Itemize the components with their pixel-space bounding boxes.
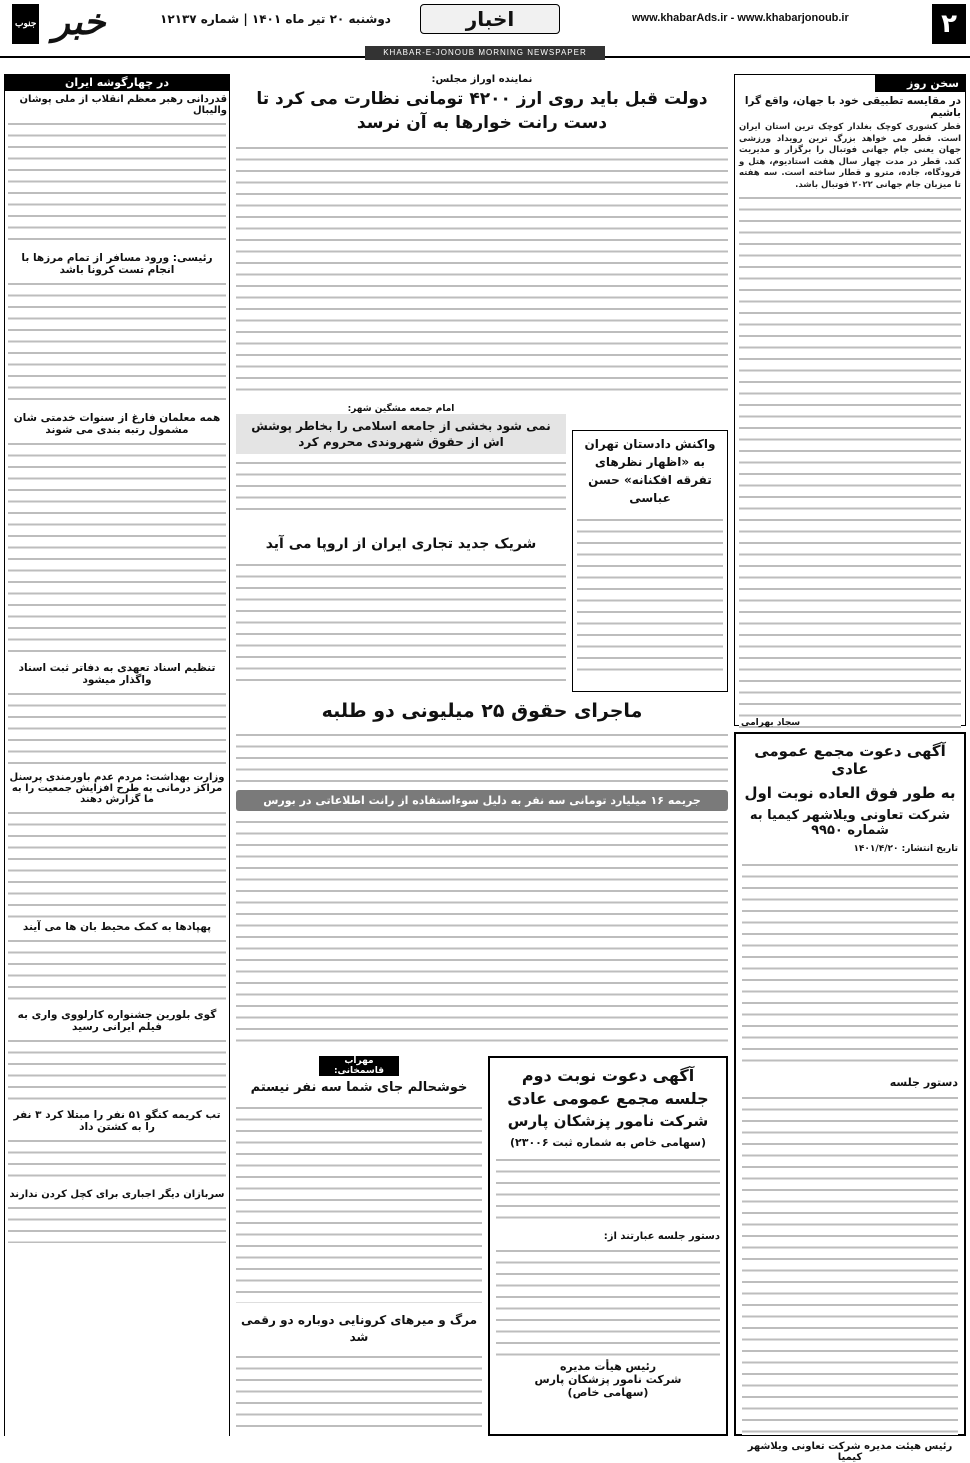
side-h9: سربازان دیگر اجباری برای کچل کردن ندارند: [9, 1189, 225, 1200]
lead-kicker: نماینده اوراز مجلس:: [431, 74, 533, 85]
side-h6: پهپادها به کمک محیط بان ها می آیند: [22, 921, 212, 933]
side-lines-4: [8, 689, 226, 769]
imam-body-lines: [236, 458, 566, 514]
side-h7: گوی بلورین جشنواره کارلووی واری به فیلم ایرانی رسید: [17, 1009, 217, 1033]
partner-story: [236, 532, 566, 692]
section-title: اخبار: [420, 4, 560, 34]
four-corners-column: [4, 74, 230, 1436]
imam-story: [236, 404, 566, 528]
side-h5: وزارت بهداشت: مردم عدم باورمندی پرسنل مراکز درمانی به طرح افزایش جمعیت را به ما گزارش دهند: [9, 772, 225, 805]
ad1-title-2: به طور فوق العاده نوبت اول: [744, 784, 956, 802]
ad2-title-2: جلسه مجمع عمومی عادی: [507, 1089, 709, 1108]
ad-villashahr-kimia: [734, 732, 966, 1463]
ad1-agenda-label: دستور جلسه: [889, 1076, 958, 1089]
four-corners-label: در چهارگوشه ایران: [5, 74, 229, 91]
note-kicker: مهراب قاسمخانی:: [319, 1056, 399, 1076]
side-h4: تنظیم اسناد تعهدی به دفاتر ثبت اسناد واگذار میشود: [18, 662, 216, 686]
side-lines-1: [8, 119, 226, 249]
column-title: در مقایسه تطبیقی خود با جهان، واقع گرا باشیم: [744, 95, 961, 119]
ad2-agenda-label: دستور جلسه عبارتند از:: [603, 1231, 720, 1242]
lead-title: دولت قبل باید روی ارز ۴۲۰۰ تومانی نظارت می کرد تا دست رانت خوارها به آن نرسد: [256, 89, 708, 133]
ad2-footer-3: (سهامی خاص): [567, 1386, 649, 1399]
ad1-title-3: شرکت تعاونی ویلاشهر کیمیا به شماره ۹۹۵۰: [749, 808, 951, 838]
covid-story: [236, 1310, 482, 1436]
side-h1: قدردانی رهبر معظم انقلاب از ملی پوشان والیبال: [19, 94, 227, 116]
tagline: KHABAR-E-JONOUB MORNING NEWSPAPER: [365, 46, 605, 60]
side-lines-5: [8, 808, 226, 918]
reaction-body-lines: [577, 515, 723, 675]
side-lines-6: [8, 936, 226, 1006]
partner-body-lines: [236, 560, 566, 684]
side-lines-7: [8, 1036, 226, 1106]
ad2-title-1: آگهی دعوت نوبت دوم: [521, 1066, 695, 1085]
imam-title: نمی شود بخشی از جامعه اسلامی را بخاطر پوشش اش از حقوق شهروندی محروم کرد: [236, 414, 566, 454]
column-label: سخن روز: [875, 75, 965, 92]
ad1-body-lines: [742, 860, 958, 1070]
side-h3: همه معلمان فارغ از سنوات خدمتی شان مشمول رتبه بندی می شوند: [13, 412, 221, 436]
ad1-title-1: آگهی دعوت مجمع عمومی عادی: [754, 742, 946, 778]
note-body-lines: [236, 1103, 482, 1303]
masthead: [0, 0, 970, 58]
reaction-box: [572, 430, 728, 692]
column-body: [735, 122, 965, 718]
column-lead: قطر کشوری کوچک بغلدار کوچک ترین استان ایران است. قطر می خواهد بزرگ ترین رویداد ورزشی جهان یعنی جام جهانی فوتبال را برگزار و مدیریت کند. قطر در مدت چهار سال هفت استادیوم، هتل و فرودگاه، جاده، مترو و قطار ساخته است. سه هفته تا میزبان جام جهانی ۲۰۲۲ فوتبال باشد.: [739, 122, 961, 190]
partner-title: شریک جدید تجاری ایران از اروپا می آید: [265, 536, 537, 552]
fine-title: جریمه ۱۶ میلیارد تومانی سه نفر به دلیل سوءاستفاده از رانت اطلاعاتی در بورس: [236, 790, 728, 811]
salary-body-lines: [236, 730, 728, 782]
logo-text: خبر: [52, 1, 106, 43]
side-h8: تب کریمه کنگو ۵۱ نفر را مبتلا کرد ۳ نفر را به کشتن داد: [13, 1109, 221, 1133]
ad2-sub: (سهامی خاص به شماره ثبت ۲۳۰۰۶): [509, 1136, 706, 1149]
side-lines-8: [8, 1136, 226, 1186]
sokhan-rooz-column: [734, 74, 966, 726]
imam-kicker: امام جمعه مشگین شهر:: [347, 404, 455, 414]
note-story: [236, 1056, 482, 1306]
side-h2: رئیسی: ورود مسافر از تمام مرزها با انجام تست کرونا باشد: [21, 252, 213, 276]
covid-body-lines: [236, 1352, 482, 1432]
website-links[interactable]: www.khabarAds.ir - www.khabarjonoub.ir: [632, 12, 849, 24]
ad2-body-lines: [496, 1155, 720, 1225]
ad2-title-3: شرکت نامور پزشکان پارس: [507, 1112, 709, 1130]
side-lines-3: [8, 439, 226, 659]
lead-body-lines: [236, 143, 728, 393]
side-lines-2: [8, 279, 226, 409]
note-title: خوشحالم جای شما سه نفر نیستم: [250, 1080, 468, 1095]
newspaper-logo: [4, 2, 154, 42]
fine-story: [236, 790, 728, 1052]
ad2-agenda-lines: [496, 1246, 720, 1356]
ad2-footer-1: رئیس هیأت مدیره: [559, 1360, 657, 1373]
page-number: ۲: [932, 4, 966, 44]
ad-namvar-pezeshkan: [488, 1056, 728, 1436]
logo-sub: جنوب: [12, 4, 39, 44]
salary-story: [236, 696, 728, 786]
column-text-lines: [739, 193, 961, 733]
ad2-footer-2: شرکت نامور پزشکان پارس: [534, 1373, 682, 1386]
reaction-title: واکنش دادستان تهران به «اظهار نظرهای تفرقه افکنانه» حسن عباسی: [584, 437, 716, 505]
fine-body-lines: [236, 817, 728, 1043]
lead-story: [236, 74, 728, 398]
covid-title: مرگ و میرهای کرونایی دوباره دو رقمی شد: [240, 1313, 478, 1344]
ad1-agenda-lines: [742, 1093, 958, 1435]
ad1-date: تاریخ انتشار: ۱۴۰۱/۴/۲۰: [853, 844, 958, 854]
ad1-footer: رئیس هیئت مدیره شرکت تعاونی ویلاشهر کیمیا: [747, 1441, 953, 1463]
dateline: دوشنبه ۲۰ تیر ماه ۱۴۰۱ | شماره ۱۲۱۳۷: [160, 12, 391, 26]
salary-title: ماجرای حقوق ۲۵ میلیونی دو طلبه: [321, 700, 643, 722]
column-author: سجاد بهرامی: [741, 718, 801, 728]
side-lines-9: [8, 1203, 226, 1243]
